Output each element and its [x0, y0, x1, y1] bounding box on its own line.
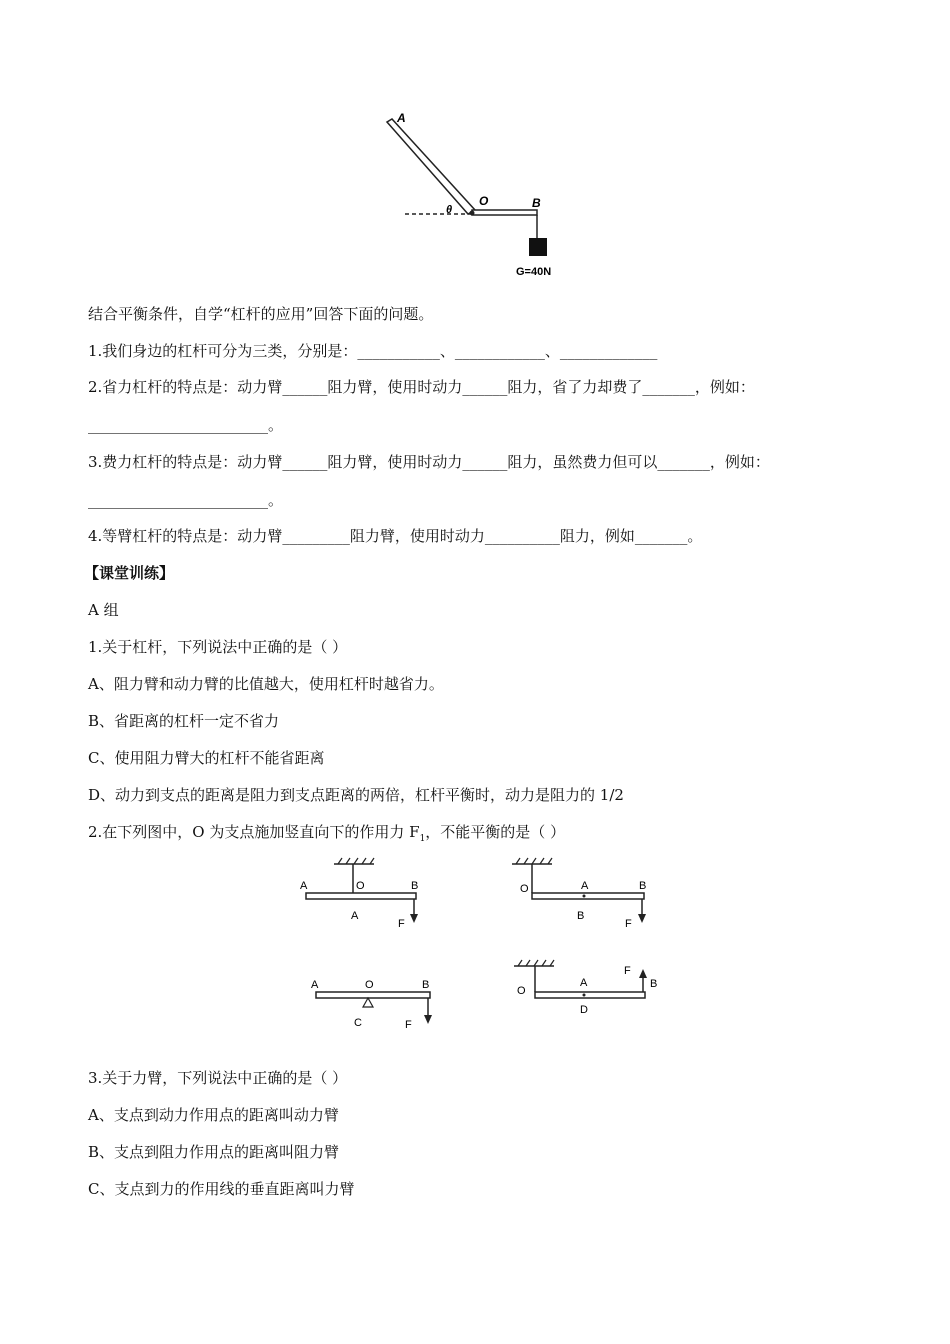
pivot-o [470, 211, 475, 216]
fig1-label-a2: A [351, 910, 359, 922]
force-arrow-head [410, 914, 418, 923]
label-theta: θ [446, 204, 453, 216]
lever-figure-3 [306, 975, 446, 1035]
fig4-label-d: D [580, 1004, 588, 1016]
q1-option-a: A、阻力臂和动力臂的比值越大，使用杠杆时越省力。 [88, 675, 444, 693]
q2-stem-part-b: ，不能平衡的是（ ） [425, 823, 566, 841]
weight-block [529, 238, 547, 256]
question-1-fill: 1.我们身边的杠杆可分为三类，分别是：___________、____________、_____________ [88, 342, 658, 360]
fig2-label-f: F [625, 918, 632, 930]
fig2-label-o: O [520, 883, 529, 895]
fig4-label-a: A [580, 977, 588, 989]
q3-stem: 3.关于力臂，下列说法中正确的是（ ） [88, 1069, 348, 1087]
q2-stem-part-a: 2.在下列图中，O 为支点施加竖直向下的作用力 F [88, 823, 420, 841]
q1-stem: 1.关于杠杆，下列说法中正确的是（ ） [88, 638, 348, 656]
fig2-label-b: B [639, 880, 647, 892]
fig4-label-f: F [624, 965, 631, 977]
fig1-label-a: A [300, 880, 308, 892]
label-b: B [532, 196, 541, 210]
q1-option-d: D、动力到支点的距离是阻力到支点距离的两倍，杠杆平衡时，动力是阻力的 1/2 [88, 786, 624, 804]
lever-rod-ob [472, 210, 537, 215]
force-arrow-head [638, 914, 646, 923]
fig3-label-b: B [422, 979, 430, 991]
fig2-label-b2: B [577, 910, 585, 922]
question-3-fill: 3.费力杠杆的特点是：动力臂______阻力臂，使用时动力______阻力，虽然费力但可以_______，例如： [88, 453, 770, 471]
fig1-label-o: O [356, 880, 365, 892]
lever-figure-1 [296, 856, 436, 936]
q3-option-a: A、支点到动力作用点的距离叫动力臂 [88, 1106, 339, 1124]
fig1-label-f: F [398, 918, 405, 930]
fig2-label-a: A [581, 880, 589, 892]
fig3-label-f: F [405, 1019, 412, 1031]
q1-option-c: C、使用阻力臂大的杠杆不能省距离 [88, 749, 325, 767]
lever-bar [306, 893, 416, 899]
intro-text: 结合平衡条件，自学“杠杆的应用”回答下面的问题。 [88, 305, 434, 323]
fig1-label-b: B [411, 880, 419, 892]
question-4-fill: 4.等臂杠杆的特点是：动力臂_________阻力臂，使用时动力__________阻力，例如_______。 [88, 527, 703, 545]
fig3-label-a: A [311, 979, 319, 991]
fulcrum-triangle [363, 998, 373, 1007]
label-o: O [479, 194, 489, 208]
lever-bar [316, 992, 430, 998]
q2-stem [88, 822, 565, 849]
lever-rod-oa [387, 119, 475, 214]
group-label: A 组 [88, 601, 119, 619]
force-arrow-head [639, 969, 647, 978]
q3-option-c: C、支点到力的作用线的垂直距离叫力臂 [88, 1180, 355, 1198]
fig4-label-b: B [650, 978, 658, 990]
section-title: 【课堂训练】 [84, 564, 175, 582]
lever-figure-top [380, 110, 580, 285]
fig3-label-o: O [365, 979, 374, 991]
q3-option-b: B、支点到阻力作用点的距离叫阻力臂 [88, 1143, 340, 1161]
question-2-fill: 2.省力杠杆的特点是：动力臂______阻力臂，使用时动力______阻力，省了力却费了_______，例如： [88, 378, 755, 396]
lever-figure-4 [510, 958, 670, 1020]
question-3-example: ________________________。 [88, 491, 284, 509]
weight-label: G=40N [516, 266, 552, 278]
lever-bar [532, 893, 644, 899]
q2-stem-subscript: 1 [419, 834, 426, 844]
force-arrow-head [424, 1015, 432, 1024]
question-2-example: ________________________。 [88, 416, 284, 434]
lever-figure-2 [510, 856, 660, 936]
fig4-label-o: O [517, 985, 526, 997]
label-a: A [397, 111, 406, 125]
lever-bar [535, 992, 645, 998]
q1-option-b: B、省距离的杠杆一定不省力 [88, 712, 280, 730]
fig3-label-c: C [354, 1017, 362, 1029]
